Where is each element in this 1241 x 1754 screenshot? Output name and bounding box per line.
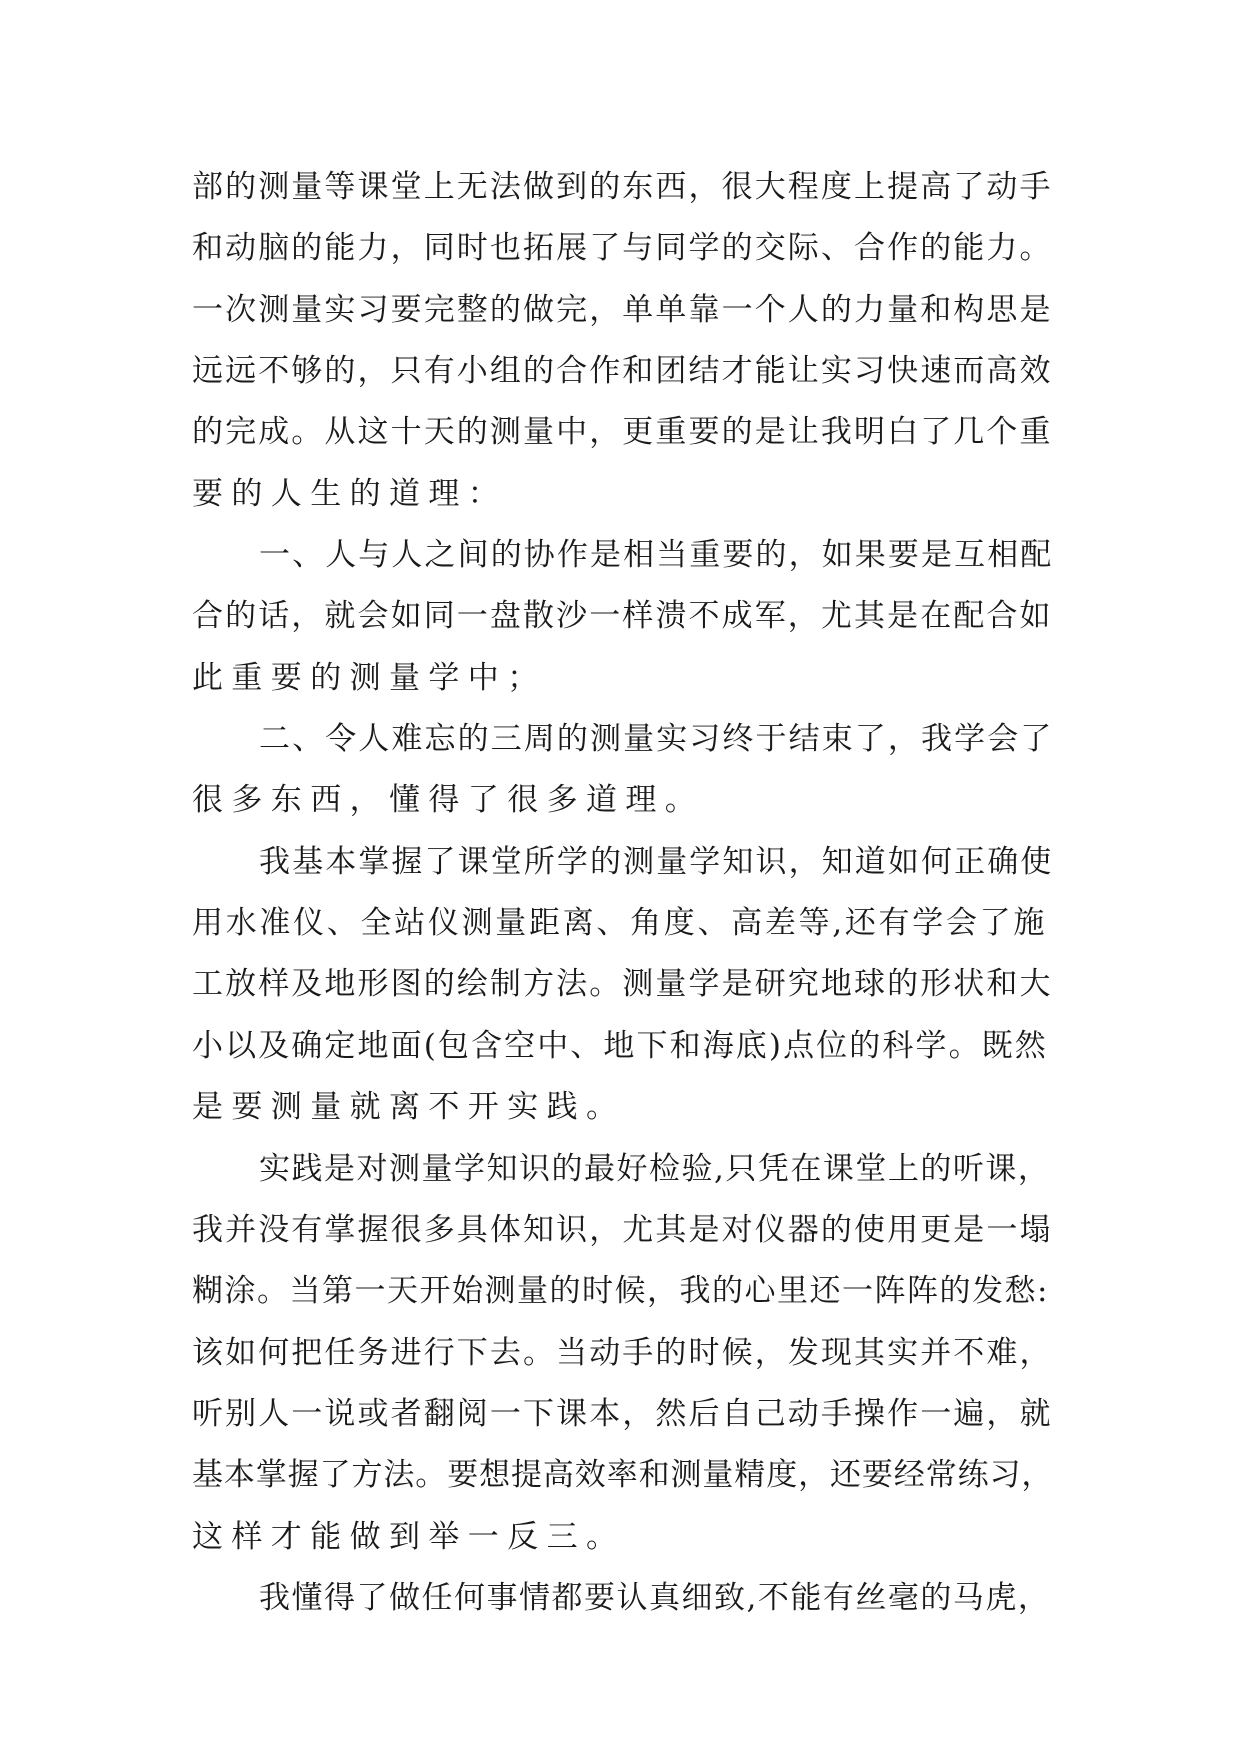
document-body: [192, 157, 1052, 1629]
text-line: 我基本掌握了课堂所学的测量学知识，知道如何正确使: [259, 843, 1054, 880]
text-line: 该如何把任务进行下去。当动手的时候，发现其实并不难，: [192, 1334, 1053, 1371]
text-line: 听别人一说或者翻阅一下课本，然后自己动手操作一遍，就: [192, 1395, 1053, 1432]
text-line: 我懂得了做任何事情都要认真细致,不能有丝毫的马虎，: [259, 1579, 1051, 1616]
text-line: 小以及确定地面(包含空中、地下和海底)点位的科学。既然: [192, 1027, 1048, 1064]
text-line: 远远不够的，只有小组的合作和团结才能让实习快速而高效: [192, 353, 1053, 390]
text-line: 这样才能做到举一反三。: [192, 1518, 626, 1555]
text-line: 要的人生的道理：: [192, 475, 508, 512]
text-line: 一、人与人之间的协作是相当重要的，如果要是互相配: [259, 537, 1054, 574]
text-line: 很多东西，懂得了很多道理。: [192, 782, 705, 819]
text-line: 一次测量实习要完整的做完，单单靠一个人的力量和构思是: [192, 291, 1053, 328]
text-line: 二、令人难忘的三周的测量实习终于结束了，我学会了: [259, 721, 1054, 758]
text-line: 实践是对测量学知识的最好检验,只凭在课堂上的听课，: [259, 1150, 1051, 1187]
text-line: 工放样及地形图的绘制方法。测量学是研究地球的形状和大: [192, 966, 1053, 1003]
text-line: 用水准仪、全站仪测量距离、角度、高差等,还有学会了施: [192, 905, 1048, 942]
text-line: 合的话，就会如同一盘散沙一样溃不成军，尤其是在配合如: [192, 598, 1053, 635]
text-line: 糊涂。当第一天开始测量的时候，我的心里还一阵阵的发愁:: [192, 1273, 1049, 1310]
text-line: 此重要的测量学中；: [192, 659, 547, 696]
text-line: 是要测量就离不开实践。: [192, 1089, 626, 1126]
text-line: 基本掌握了方法。要想提高效率和测量精度，还要经常练习，: [192, 1457, 1054, 1494]
text-line: 部的测量等课堂上无法做到的东西，很大程度上提高了动手: [192, 169, 1053, 205]
text-line: 的完成。从这十天的测量中，更重要的是让我明白了几个重: [192, 414, 1053, 451]
text-line: 和动脑的能力，同时也拓展了与同学的交际、合作的能力。: [192, 230, 1053, 267]
text-line: 我并没有掌握很多具体知识，尤其是对仪器的使用更是一塌: [192, 1211, 1053, 1248]
